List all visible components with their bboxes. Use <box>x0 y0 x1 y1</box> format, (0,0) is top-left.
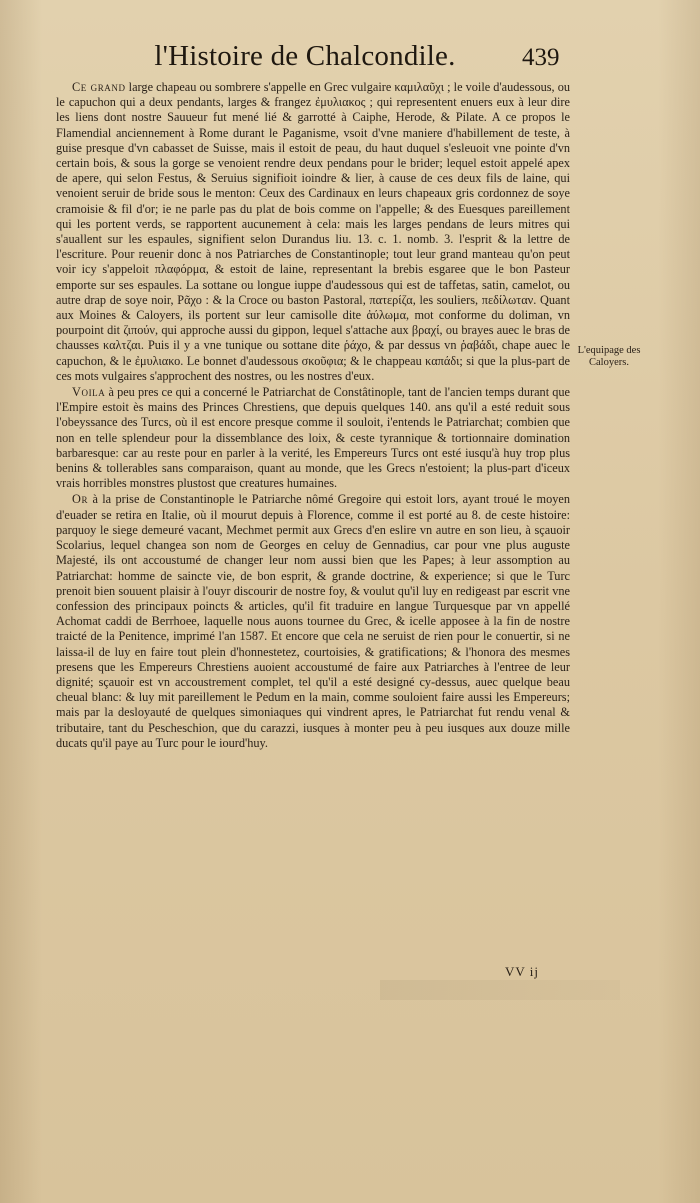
paragraph-2 <box>56 385 570 491</box>
page-number: 439 <box>522 44 560 71</box>
running-title: l'Histoire de Chalcondile. <box>154 40 456 72</box>
show-through-shadow <box>380 980 620 1000</box>
paragraph-3 <box>56 492 570 750</box>
paragraph-lead: Ce grand <box>72 80 126 94</box>
margin-note: L'equipage des Caloyers. <box>577 345 641 368</box>
paragraph-text: large chapeau ou sombrere s'appelle en Grec vulgaire καμιλαῦχι ; le voile d'audessous, ou le capuchon qui a deux pendants, larges & frangez ἐμυλιακος ; qui representent enuers eux à leur dire les liens dont nostre Sauueur fut mené lié & garrotté à Caiphe, Herode, & Pilate. A ce propos le Flamendial anciennement à Rome durant le Paganisme, vsoit d'vne maniere d'habillement de teste, à guise presque d'vn cabasset de Suisse, mais il estoit de peau, du haut duquel s'esleuoit vne pointe d'vn certain bois, & sous la gorge se venoient rendre deux pendans pour le brider; lequel estoit appelé apex de apere, qui selon Festus, & Seruius signifioit ioindre & lier, à cause de ces deux fils de laine, qui venoient seruir de bride sous le menton: Ceux des Cardinaux en leurs chapeaux gris cordonnez de soye cramoisie & fil d'or; ie ne parle pas du plat de bois comme on l'appelle; & des Euesques pareillement qui les portent verds, se rapportent aucunement à cela: mais les larges pendans de leurs mitres qui s'auallent sur les espaules, signifient selon Durandus liu. 13. c. 1. nomb. 3. l'esprit & la lettre de l'escriture. Pour reuenir donc à nos Patriarches de Constantinople; tout leur grand manteau qu'on peut voir icy s'appeloit πλαφόρμα, & estoit de laine, representant la brebis esgaree que le bon Pasteur emporte sur ses espaules. La sottane ou longue iuppe d'audessous qui est de taffetas, satin, camelot, ou autre drap de soye noir, Ρᾶχο : & la Croce ou baston Pastoral, πατερίζα, les souliers, πεδίλωταν. Quant aux Moines & Caloyers, ils portent sur leur camisolle dite ἀύλωμα, mot conforme du doliman, vn pourpoint dit ζιπούν, qui approche aussi du gippon, lequel s'attache aux βραχί, ou brayes auec le bras de chausses καλτζαι. Puis il y a vne tunique ou sottane dite ῥάχο, & par dessus vn ῥαβάδι, chape auec le capuchon, & le ἐμυλιακο. Le bonnet d'audessous σκοῦφια; & le chappeau καπάδι; si que la plus-part de ces mots vulgaires s'approchent des nostres, ou les nostres d'eux. <box>56 80 570 383</box>
paragraph-text: à la prise de Constantinople le Patriarche nômé Gregoire qui estoit lors, ayant troué le moyen d'euader se retira en Italie, où il mourut depuis à Florence, comme il est porté au 8. de ceste histoire: parquoy le siege demeuré vacant, Mechmet permit aux Grecs d'en eslire vn autre en son lieu, à sçauoir Scolarius, lequel changea son nom de Georges en celuy de Gennadius, car pour vne plus auguste Majesté, ils ont accoustumé de changer leur nom aussi bien que les Papes; à leur assomption au Patriarchat: homme de saincte vie, de bon esprit, & grande doctrine, & experience; si que le Turc prenoit bien souuent plaisir à l'ouyr discourir de nostre foy, & voulut qu'il luy en redigeast par escrit vne confession des principaux poincts & articles, qu'il fit traduire en langue Turquesque par vn appellé Achomat caddi de Berrhoee, laquelle nous auons tournee du Grec, & icelle apposee à la fin de nostre traicté de la Penitence, imprimé l'an 1587. Et encore que cela ne seruist de rien pour le conuertir, si ne laissa-il de luy en faire tout plein d'honnestetez, courtoisies, & gratifications; & l'honora des mesmes presens que les Empereurs Chrestiens auoient accoustumé de faire aux Patriarches à l'entree de leur dignité; sçauoir est vn accoustrement complet, tel qu'il a esté designé cy-dessus, auec quelque beau cheual blanc: & luy mit pareillement le Pedum en la main, comme souloient faire aussi les Empereurs; mais par la desloyauté de quelques simoniaques qui vindrent apres, le Patriarchat fut rendu venal & tributaire, tant du Pescheschion, que du carazzi, iusques à monter peu à peu iusques aux douze mille ducats qu'il paye au Turc pour le iourd'huy. <box>56 492 570 750</box>
main-text-block <box>56 80 570 751</box>
paragraph-lead: Or <box>72 492 89 507</box>
paragraph-text: à peu pres ce qui a concerné le Patriarchat de Constâtinople, tant de l'ancien temps durant que l'Empire estoit ès mains des Princes Chrestiens, que depuis quelques 140. ans qu'il a esté reduit sous l'obeyssance des Turcs, où il est encore presque comme il souloit, i'entends le Patriarchat; combien que non en telle splendeur pour la dissemblance des loix, & ceste tyrannique & tortionnaire domination barbaresque: car au reste pour en parler à la verité, les Empereurs Turcs ont esté iusqu'à huy trop plus benins & tollerables sans comparaison, quant au monde, que les Grecs n'estoient; la plus-part d'iceux vrais horribles monstres plustost que creatures humaines. <box>56 385 570 491</box>
page-header <box>0 40 700 84</box>
catchword-signature: VV ij <box>505 964 540 979</box>
paragraph-1 <box>56 80 570 384</box>
paragraph-lead: Voila <box>72 385 106 400</box>
